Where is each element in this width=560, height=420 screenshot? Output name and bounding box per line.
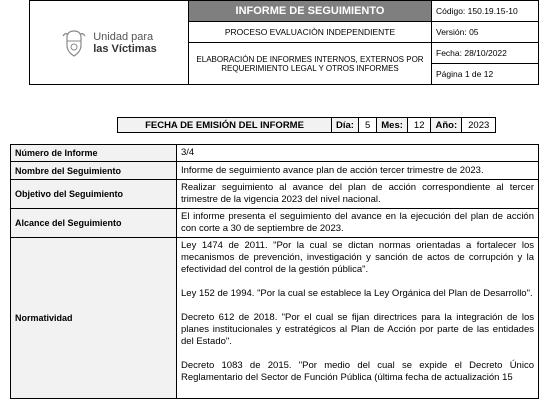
regulations-label: Normatividad	[11, 238, 177, 399]
report-number-value: 3/4	[177, 145, 539, 162]
report-number-label: Número de Informe	[11, 145, 177, 162]
document-header	[29, 0, 539, 85]
emission-date-table	[117, 117, 496, 133]
scope-label: Alcance del Seguimiento	[11, 209, 177, 238]
tracking-name-value: Informe de seguimiento avance plan de acción tercer trimestre de 2023.	[177, 162, 539, 180]
table-row	[11, 209, 539, 238]
regulations-value	[177, 238, 539, 399]
page-label: Página 1 de 12	[432, 64, 539, 85]
table-row	[11, 162, 539, 180]
logo-line1: Unidad para	[93, 30, 154, 43]
day-value: 5	[358, 118, 376, 133]
month-label: Mes:	[377, 118, 408, 133]
regulation-item: Decreto 1083 de 2015. "Por medio del cual se expide el Decreto Único Reglamentario del Sector de Función Pública (última fecha de actualización 15	[181, 360, 534, 383]
objective-label: Objetivo del Seguimiento	[11, 180, 177, 209]
version-label: Versión: 05	[432, 22, 539, 43]
code-label: Código: 150.19.15-10	[432, 1, 539, 22]
tracking-name-label: Nombre del Seguimiento	[11, 162, 177, 180]
emission-date-label: FECHA DE EMISIÓN DEL INFORME	[118, 118, 332, 133]
regulation-item: Decreto 612 de 2018. "Por el cual se fijan directrices para la integración de los planes institucionales y estratégicos al Plan de Acción por parte de las entidades del Estado".	[181, 312, 534, 347]
logo-wordmark	[93, 31, 157, 55]
objective-value: Realizar seguimiento al avance del plan de acción correspondiente al tercer trimestre de la vigencia 2023 del nivel nacional.	[177, 180, 539, 209]
regulation-item: Ley 152 de 1994. "Por la cual se establece la Ley Orgánica del Plan de Desarrollo".	[181, 288, 533, 299]
day-label: Día:	[332, 118, 359, 133]
date-label: Fecha: 28/10/2022	[432, 43, 539, 64]
process-label: PROCESO EVALUACIÒN INDEPENDIENTE	[189, 22, 432, 43]
report-title: INFORME DE SEGUIMIENTO	[189, 1, 432, 22]
logo-cell	[30, 1, 189, 85]
elaboration-label: ELABORACIÓN DE INFORMES INTERNOS, EXTERNOS POR REQUERIMIENTO LEGAL Y OTROS INFORMES	[189, 43, 432, 85]
coat-of-arms-icon	[61, 28, 87, 58]
regulation-item: Ley 1474 de 2011. "Por la cual se dictan normas orientadas a fortalecer los mecanismos de prevención, investigación y sanción de actos de corrupción y la efectividad del control de la gestión pública".	[181, 240, 534, 275]
year-value: 2023	[462, 118, 496, 133]
report-info-table	[10, 144, 539, 399]
month-value: 12	[407, 118, 431, 133]
logo-line2: las Víctimas	[93, 42, 157, 55]
table-row	[11, 145, 539, 162]
table-row	[11, 238, 539, 399]
table-row	[11, 180, 539, 209]
year-label: Año:	[431, 118, 462, 133]
scope-value: El informe presenta el seguimiento del avance en la ejecución del plan de acción con corte a 30 de septiembre de 2023.	[177, 209, 539, 238]
